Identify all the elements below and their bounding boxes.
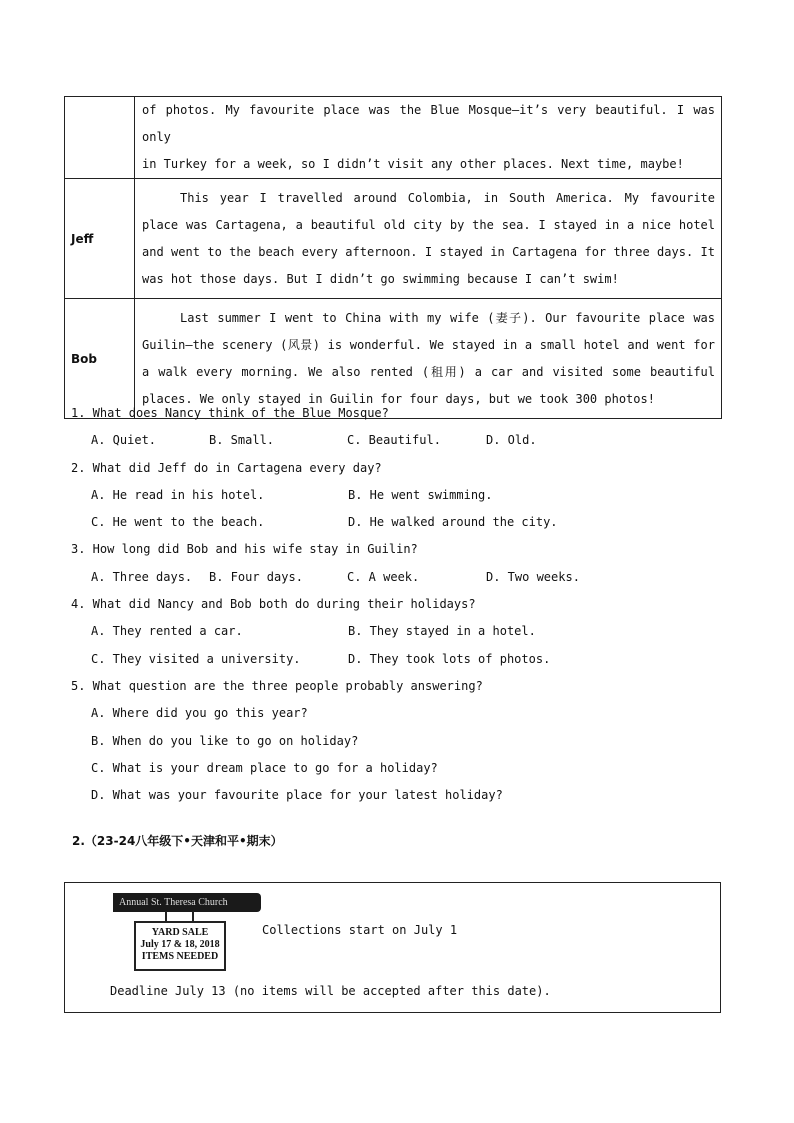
option-b: B. He went swimming. — [348, 487, 493, 502]
passage-text-cell — [135, 179, 722, 299]
option-a: A. He read in his hotel. — [91, 487, 265, 502]
passage-line: scenery (风景) is wonderful. We stayed in a small hotel and went for a walk every morning. — [142, 337, 715, 379]
deadline-text: Deadline July 13 (no items will be accepted after this date). — [110, 984, 551, 998]
option-row — [71, 509, 731, 536]
sign-dates: July 17 & 18, 2018 — [140, 939, 220, 950]
option-d: D. What was your favourite place for your latest holiday? — [91, 788, 503, 803]
option-row — [71, 564, 731, 591]
sign-items: ITEMS NEEDED — [141, 951, 219, 962]
sign-title: YARD SALE — [151, 927, 209, 938]
question-stem: 3. How long did Bob and his wife stay in Guilin? — [71, 542, 418, 557]
option-d: D. They took lots of photos. — [348, 651, 551, 666]
question-stem: 4. What did Nancy and Bob both do during their holidays? — [71, 597, 476, 612]
option-c: C. Beautiful. — [347, 433, 441, 448]
collections-text: Collections start on July 1 — [262, 923, 458, 937]
question-stem: 1. What does Nancy think of the Blue Mosque? — [71, 406, 389, 420]
passage-line: in Turkey for a week, so I didn’t visit any other places. Next time, maybe! — [142, 157, 684, 171]
option-d: D. Two weeks. — [486, 569, 580, 584]
passage-row-nancy — [65, 97, 722, 179]
passage-line: of photos. My favourite place was the Blue Mosque—it’s very beautiful. I was only — [142, 103, 715, 144]
option-b: B. Four days. — [209, 569, 303, 584]
church-banner: Annual St. Theresa Church — [113, 893, 261, 912]
passage-table — [64, 96, 722, 419]
passage-name-cell: Bob — [65, 299, 135, 419]
option-a: A. They rented a car. — [91, 624, 243, 639]
passage-name-cell — [65, 97, 135, 179]
passage-line: beach every afternoon. I stayed in Cartagena for three days. It was hot those days. — [142, 244, 716, 286]
option-c: C. He went to the beach. — [91, 515, 265, 530]
option-c: C. A week. — [347, 569, 420, 584]
option-b: B. When do you like to go on holiday? — [91, 733, 359, 748]
passage-name-cell: Jeff — [65, 179, 135, 299]
section-heading: 2.（23-24八年级下•天津和平•期末） — [72, 834, 283, 848]
passage-line: for four days, but we took 300 photos! — [380, 391, 655, 406]
option-c: C. They visited a university. — [91, 651, 301, 666]
option-row — [71, 618, 731, 645]
notice-box — [64, 882, 721, 1013]
questions-list — [71, 400, 731, 809]
passage-line: Last summer I went to China with my wife (妻子). Our favourite place was Guilin—the — [142, 310, 715, 352]
option-a: A. Where did you go this year? — [91, 706, 308, 721]
option-a: A. Quiet. — [91, 433, 157, 448]
option-d: D. Old. — [486, 433, 537, 448]
option-d: D. He walked around the city. — [348, 515, 558, 530]
passage-line: This year I travelled around Colombia, in South America. My favourite place was — [142, 190, 715, 232]
option-c: C. What is your dream place to go for a holiday? — [91, 760, 438, 775]
option-b: B. They stayed in a hotel. — [348, 624, 536, 639]
question-stem: 2. What did Jeff do in Cartagena every day? — [71, 460, 382, 475]
passage-text-cell — [135, 97, 722, 179]
option-a: A. Three days. — [91, 569, 193, 584]
passage-line: Cartagena, a beautiful old city by the sea. I stayed in a nice hotel and went to the — [142, 217, 715, 259]
passage-line: But I didn’t go swimming because I can’t swim! — [286, 271, 619, 286]
option-row — [71, 482, 731, 509]
option-b: B. Small. — [209, 433, 275, 448]
yard-sale-sign — [134, 921, 226, 971]
option-row — [71, 427, 731, 454]
passage-line: We also rented (租用) a car and visited some beautiful places. We only stayed in Guilin — [142, 364, 715, 406]
passage-row-jeff — [65, 179, 722, 299]
question-stem: 5. What question are the three people probably answering? — [71, 678, 483, 693]
option-row — [71, 646, 731, 673]
